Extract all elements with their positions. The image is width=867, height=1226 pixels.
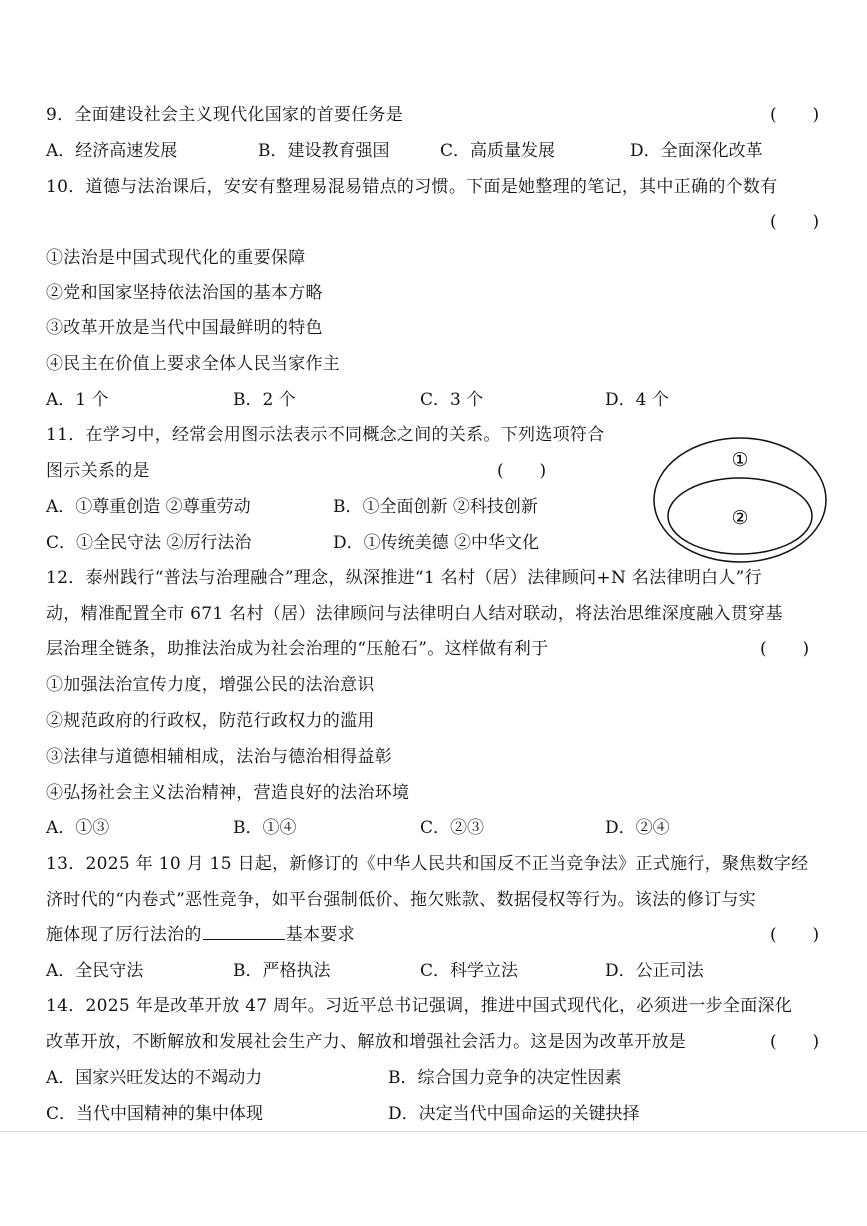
q11-option-c: C．①全民守法 ②厉行法治: [46, 533, 252, 553]
q10-answer-paren: ( ): [770, 212, 820, 232]
q12-stem-line-2: 动，精准配置全市 671 名村（居）法律顾问与法律明白人结对联动，将法治思维深度融入贯穿基: [46, 604, 783, 624]
q12-item-2: ②规范政府的行政权，防范行政权力的滥用: [46, 711, 375, 731]
q9-stem: 9．全面建设社会主义现代化国家的首要任务是: [46, 105, 404, 125]
q13-answer-paren: ( ): [770, 925, 820, 945]
q12-option-b: B．①④: [233, 818, 297, 838]
q14-option-b: B．综合国力竞争的决定性因素: [388, 1068, 622, 1088]
page-bottom-divider: [0, 1131, 867, 1132]
q12-option-d: D．②④: [605, 818, 670, 838]
q10-option-b: B．2 个: [233, 390, 296, 410]
q10-option-d: D．4 个: [605, 390, 669, 410]
q13-stem-line-2: 济时代的“内卷式”恶性竞争，如平台强制低价、拖欠账款、数据侵权等行为。该法的修订与实: [46, 890, 756, 910]
q9-option-a: A．经济高速发展: [46, 141, 178, 161]
q13-option-b: B．严格执法: [233, 961, 331, 981]
q12-option-c: C．②③: [420, 818, 485, 838]
q13-option-a: A．全民守法: [46, 961, 144, 981]
q11-option-b: B．①全面创新 ②科技创新: [333, 497, 538, 517]
q12-answer-paren: ( ): [760, 639, 810, 659]
q10-option-c: C．3 个: [420, 390, 484, 410]
q14-option-d: D．决定当代中国命运的关键抉择: [388, 1104, 640, 1124]
q13-fill-blank: [203, 922, 285, 940]
q14-answer-paren: ( ): [770, 1032, 820, 1052]
concept-relation-diagram: [650, 436, 840, 566]
q12-stem-line-1: 12．泰州践行“普法与治理融合”理念，纵深推进“1 名村（居）法律顾问+N 名法律明白人”行: [46, 568, 762, 588]
q10-item-4: ④民主在价值上要求全体人民当家作主: [46, 354, 341, 374]
q13-option-c: C．科学立法: [420, 961, 519, 981]
q9-option-d: D．全面深化改革: [630, 141, 763, 161]
q13-stem-before-blank: 施体现了厉行法治的: [46, 925, 202, 945]
outer-concept-label: ①: [731, 449, 749, 471]
q10-option-a: A．1 个: [46, 390, 109, 410]
q10-item-3: ③改革开放是当代中国最鲜明的特色: [46, 318, 323, 338]
q14-stem-line-1: 14．2025 年是改革开放 47 周年。习近平总书记强调，推进中国式现代化，必须进一步全面深化: [46, 996, 793, 1016]
q12-item-3: ③法律与道德相辅相成，法治与德治相得益彰: [46, 747, 392, 767]
q10-item-2: ②党和国家坚持依法治国的基本方略: [46, 283, 323, 303]
q10-item-1: ①法治是中国式现代化的重要保障: [46, 248, 306, 268]
q10-stem: 10．道德与法治课后，安安有整理易混易错点的习惯。下面是她整理的笔记，其中正确的个数有: [46, 177, 778, 197]
q13-stem-line-3: [46, 920, 355, 950]
q11-stem-line-2: 图示关系的是: [46, 461, 150, 481]
q12-stem-line-3: 层治理全链条，助推法治成为社会治理的“压舱石”。这样做有利于: [46, 639, 549, 659]
q11-stem-line-1: 11．在学习中，经常会用图示法表示不同概念之间的关系。下列选项符合: [46, 425, 605, 445]
q9-option-c: C．高质量发展: [440, 141, 556, 161]
q14-stem-line-2: 改革开放，不断解放和发展社会生产力、解放和增强社会活力。这是因为改革开放是: [46, 1032, 687, 1052]
q12-item-1: ①加强法治宣传力度，增强公民的法治意识: [46, 675, 375, 695]
q11-answer-paren: ( ): [497, 461, 547, 481]
q9-answer-paren: ( ): [770, 105, 820, 125]
q14-option-c: C．当代中国精神的集中体现: [46, 1104, 264, 1124]
inner-concept-label: ②: [731, 507, 749, 529]
q14-option-a: A．国家兴旺发达的不竭动力: [46, 1068, 263, 1088]
q11-option-d: D．①传统美德 ②中华文化: [333, 533, 540, 553]
q13-stem-after-blank: 基本要求: [285, 925, 355, 945]
q13-stem-line-1: 13．2025 年 10 月 15 日起，新修订的《中华人民共和国反不正当竞争法》正式施行，聚焦数字经: [46, 854, 809, 874]
q12-option-a: A．①③: [46, 818, 110, 838]
q9-option-b: B．建设教育强国: [258, 141, 390, 161]
q12-item-4: ④弘扬社会主义法治精神，营造良好的法治环境: [46, 783, 410, 803]
q11-option-a: A．①尊重创造 ②尊重劳动: [46, 497, 251, 517]
q13-option-d: D．公正司法: [605, 961, 704, 981]
